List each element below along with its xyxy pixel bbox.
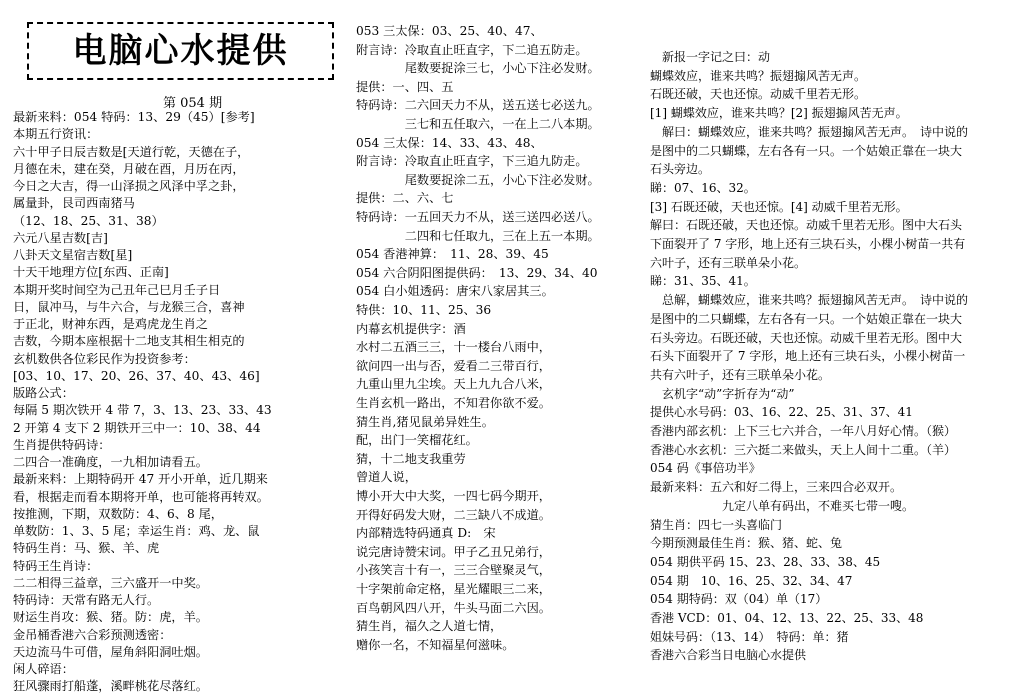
col1-line: 按推测，下期，双数防：4、6、8 尾， [13, 506, 223, 521]
col3-line: 猜生肖：四七一头喜临门 [650, 517, 783, 532]
col3-line: 石头旁边。 [650, 162, 711, 177]
col1-line: 特码王生肖诗： [13, 558, 99, 573]
col1-line: 财运生肖攻：猴、猪。防：虎，羊。 [13, 610, 208, 625]
col2-line: 猜生肖，福久之人道七情， [356, 619, 503, 634]
col2-line: 水村二五酒三三，十一楼台八雨中， [356, 340, 551, 355]
col3-line: 下面裂开了 7 字形，地上还有三块石头，小棵小树苗一共有 [650, 237, 966, 251]
col1-line: 月德在未，建在癸，月破在酉，月历在丙， [13, 161, 245, 176]
col2-line: 博小开大中大奖，一四七码今期开， [356, 489, 551, 503]
col3-line: 六叶子，还有三联单朵小花。 [650, 255, 807, 270]
col1-line: 玄机数供各位彩民作为投资参考： [13, 351, 196, 366]
col1-line: 金吊桶香港六合彩预测透密： [13, 627, 172, 642]
col3-line: 共有六叶子，还有三联单朵小花。 [650, 367, 831, 382]
col3-line: 是图中的二只蝴蝶，左右各有一只。一个姑娘正靠在一块大 [650, 311, 963, 326]
col2-line: 提供：一、四、五 [356, 79, 454, 94]
col2-line: 说完唐诗赞宋词。甲子乙丑兄弟行， [356, 544, 551, 559]
col1-line: 六元八星吉数[吉] [13, 230, 108, 245]
col2-line: 小孩笑言十有一，三三合壁聚灵气， [356, 563, 551, 578]
col1-line: 八卦天文星宿吉数[星] [13, 248, 133, 262]
col3-line: 解曰：石既还破，天也还惊。动威千里若无形。图中大石头 [650, 218, 963, 233]
col2-line: 猜，十二地支我重劳 [356, 451, 466, 466]
col1-line: 最新来料：上期特码开 47 开小开单，近几期来 [13, 472, 268, 487]
issue-number: 第 054 期 [163, 96, 223, 111]
col2-line: 猜生肖,猪见鼠弟异姓生。 [356, 414, 494, 429]
col2-line: 特供：10、11、25、36 [356, 303, 492, 317]
col2-line: 053 三太保：03、25、40、47、 [356, 24, 543, 38]
col1-line: 特码生肖：马、猴、羊、虎 [13, 541, 160, 556]
col2-line: 附言诗：冷取直止旺直字，下三追九防走。 [356, 154, 588, 169]
col3-line: 解曰：蝴蝶效应，谁来共鸣？振翅搧风苦无声。 诗中说的 [650, 124, 969, 139]
col1-line: 吉数，今期本座根据十二地支其相生相克的 [13, 334, 245, 349]
col3-line: 石头下面裂开了 7 字形，地上还有三块石头，小棵小树苗一 [650, 349, 966, 364]
col1-line: 属量卦，艮司西南猪马 [13, 196, 135, 211]
col2-line: 特码诗：一五回天力不从，送三送四必送八。 [356, 210, 600, 224]
col1-line: 狂风骤雨打船蓬，溪畔桃花尽落红。 [13, 679, 208, 694]
title-box [27, 22, 334, 80]
col2-line: 内幕玄机提供字：酒 [356, 321, 466, 336]
page-title: 电脑心水提供 [72, 31, 289, 71]
col3-line: 新报一字记之曰：动 [650, 50, 771, 64]
col3-line: 香港内部玄机：上下三七六并合，一年八月好心情。（猴） [650, 424, 957, 438]
col1-line: 二二相得三益章，三六盛开一中奖。 [13, 575, 208, 590]
col2-line: 尾数要捉涂二五，小心下注必发财。 [356, 172, 600, 187]
col1-line: 今日之大吉，得一山泽损之风泽中孚之卦， [13, 179, 245, 193]
col3-line: 姐妹号码：（13、14） 特码：单：猪 [650, 629, 849, 644]
col2-line: 054 六合阴阳图提供码： 13、29、34、40 [356, 265, 598, 280]
col3-line: 今期预测最佳生肖：猴、猪、蛇、兔 [650, 536, 843, 551]
col3-line: 是图中的二只蝴蝶，左右各有一只。一个姑娘正靠在一块大 [650, 143, 963, 158]
col2-line: 054 白小姐透码：唐宋八家居其三。 [356, 284, 554, 299]
col1-line: 单数防：1、3、5 尾；幸运生肖：鸡、龙、鼠 [13, 524, 260, 538]
col1-line: 看，根据走而看本期将开单，也可能将再转双。 [13, 489, 269, 504]
col3-line: 最新来料：五六和好二得上，三来四合必双开。 [650, 480, 903, 495]
col3-line: 石既还破，天也还惊。动威千里若无形。 [650, 87, 867, 102]
col3-line: 054 期特码：双（04）单（17） [650, 592, 828, 607]
col1-line: 最新来料：054 特码：13、29（45）[参考] [13, 110, 255, 124]
col3-line: 054 期供平码 15、23、28、33、38、45 [650, 554, 881, 569]
col2-line: 二四和七任取九，三在上五一本期。 [356, 228, 600, 243]
col2-line: 054 三太保：14、33、43、48、 [356, 135, 543, 150]
col3-line: 提供心水号码：03、16、22、25、31、37、41 [650, 405, 913, 420]
col1-line: 2 开第 4 支下 2 期铁开三中一：10、38、44 [13, 420, 261, 435]
col2-line: 欲问四一出与否，爱看二三带百行， [356, 358, 551, 373]
col2-line: 尾数要捉涂三七，小心下注必发财。 [356, 61, 600, 76]
col1-line: 每隔 5 期次铁开 4 带 7，3、13、23、33、43 [13, 403, 272, 418]
col2-line: 三七和五任取六，一在上二八本期。 [356, 117, 600, 131]
col1-line: 天边流马牛可借，屋角斜阳洞吐烟。 [13, 644, 208, 659]
col1-line: 版路公式： [13, 386, 74, 400]
col2-line: 赠你一名，不知福星何滋味。 [356, 637, 515, 652]
col1-line: 二四合一准确度，一九相加请看五。 [13, 455, 208, 469]
col3-line: 睇：31、35、41。 [650, 274, 756, 289]
col2-line: 特码诗：二六回天力不从，送五送七必送九。 [356, 98, 600, 113]
col3-line: 总解，蝴蝶效应，谁来共鸣？振翅搧风苦无声。 诗中说的 [650, 293, 969, 308]
col2-line: 生肖玄机一路出，不知君你欲不爱。 [356, 396, 551, 410]
col3-line: 玄机字“动”字折存为“动” [650, 386, 795, 401]
col2-line: 十字架前命定格，星光耀眼三二来， [356, 582, 551, 596]
col3-line: 香港六合彩当日电脑心水提供 [650, 648, 807, 663]
col3-line: 香港 VCD：01、04、12、13、22、25、33、48 [650, 611, 924, 625]
col1-line: 十天干地理方位[东西、正南] [13, 265, 169, 280]
col1-line: 六十甲子日辰吉数是[天道行乾，天德在子， [13, 144, 250, 159]
col3-line: 睇：07、16、32。 [650, 180, 756, 195]
col3-line: 香港心水玄机：三六挺二来做头，天上人间十二重。（羊） [650, 442, 957, 457]
col2-line: 百鸟朝风四八开，牛头马面二六因。 [356, 600, 551, 615]
col3-line: 054 期 10、16、25、32、34、47 [650, 573, 853, 588]
col1-line: 特码诗：天常有路无人行。 [13, 593, 160, 607]
col2-line: 九重山里九尘埃。天上九九合八米， [356, 377, 551, 392]
col1-line: 日，鼠冲马，与牛六合，与龙猴三合，喜神 [13, 299, 245, 314]
col1-line: 本期开奖时间空为己丑年己巳月壬子日 [13, 282, 221, 297]
col1-line: 于正北，财神东西，是鸡虎龙生肖之 [13, 317, 208, 331]
col1-line: （12、18、25、31、38） [13, 213, 164, 228]
col3-line: 九定八单有码出，不难买七带一嗖。 [650, 498, 915, 513]
col2-line: 配，出门一笑榴花红。 [356, 433, 478, 448]
col2-line: 曾道人说， [356, 470, 417, 485]
col2-line: 附言诗：冷取直止旺直字，下二追五防走。 [356, 42, 588, 57]
col2-line: 054 香港神算： 11、28、39、45 [356, 247, 549, 262]
col3-line: [1] 蝴蝶效应，谁来共鸣？[2] 振翅搧风苦无声。 [650, 106, 908, 121]
col3-line: [3] 石既还破，天也还惊。[4] 动威千里若无形。 [650, 199, 908, 214]
col1-line: 生肖提供特码诗： [13, 437, 111, 452]
col3-line: 蝴蝶效应，谁来共鸣？振翅搧风苦无声。 [650, 68, 867, 83]
col2-line: 内部精选特码通真 D: 宋 [356, 526, 496, 541]
col2-line: 提供：二、六、七 [356, 191, 454, 206]
col3-line: 054 码《事倍功半》 [650, 461, 761, 476]
col2-line: 开得好码发大财，二三缺八不成道。 [356, 507, 551, 522]
col1-line: 闲人碎语： [13, 662, 74, 676]
col3-line: 石头旁边。石既还破，天也还惊。动威千里若无形。图中大 [650, 330, 963, 345]
col1-line: 本期五行资讯： [13, 127, 99, 142]
col1-line: [03、10、17、20、26、37、40、43、46] [13, 368, 260, 383]
